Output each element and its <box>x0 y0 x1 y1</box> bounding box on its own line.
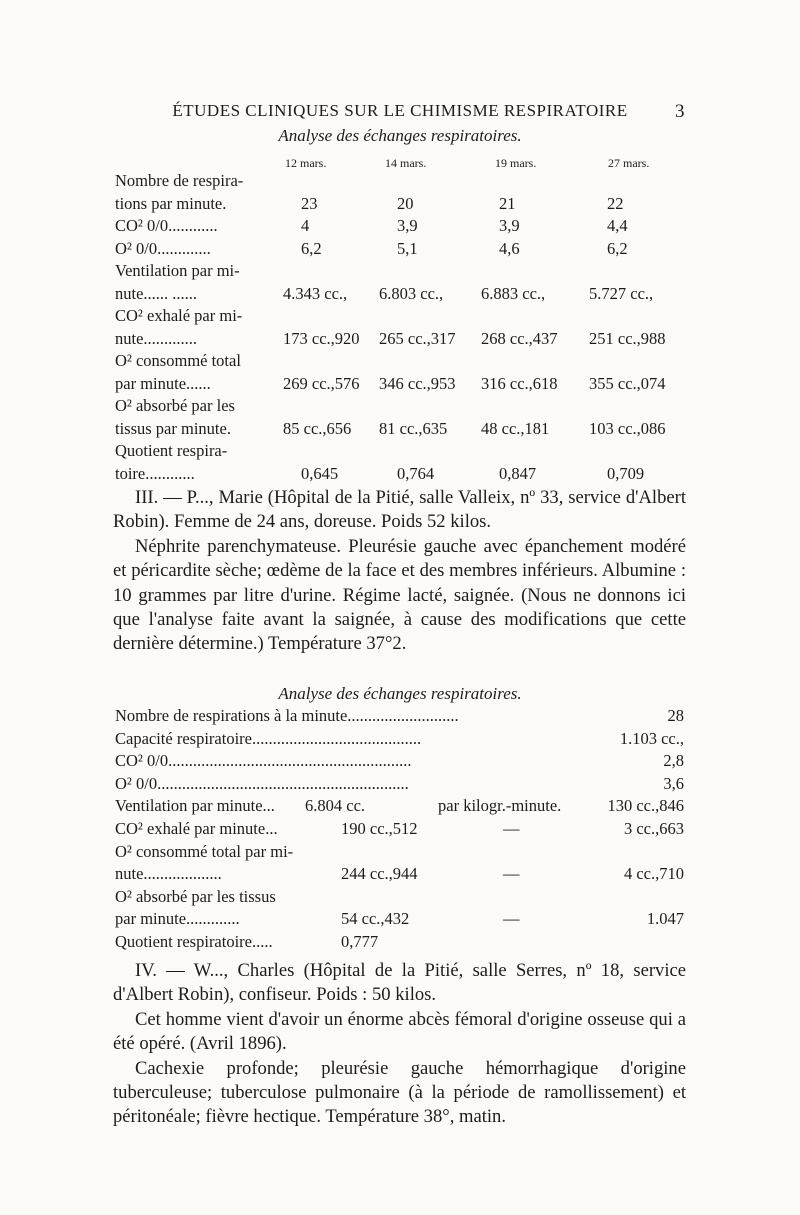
case3-text <box>113 486 686 657</box>
row-label: Ventilation par mi- <box>115 261 240 280</box>
date-col-2: 14 mars. <box>385 156 427 170</box>
cell-value: 103 cc.,086 <box>589 418 666 438</box>
row-label: nute................... <box>115 864 222 884</box>
cell-value: — <box>503 909 520 929</box>
cell-value: par kilogr.-minute. <box>438 796 562 816</box>
cell-value: 355 cc.,074 <box>589 373 666 393</box>
table1-caption: Analyse des échanges respiratoires. <box>278 126 522 145</box>
cell-value: 48 cc.,181 <box>481 418 550 438</box>
table1-row <box>115 418 690 441</box>
table2-row <box>115 773 690 796</box>
case4-description: Cachexie profonde; pleurésie gauche hémorrhagique d'origine tuberculeuse; tuberculose pulmonaire (à la période de ramollissement) et péritonéale; fièvre hectique. Température 38°, matin. <box>113 1057 686 1128</box>
cell-value: 265 cc.,317 <box>379 328 456 348</box>
cell-value: 316 cc.,618 <box>481 373 558 393</box>
row-label: toire............ <box>115 463 195 483</box>
cell-value: 1.047 <box>646 909 684 929</box>
cell-value: 244 cc.,944 <box>341 864 418 884</box>
table2-row <box>115 841 690 864</box>
row-label: par minute...... <box>115 373 211 393</box>
cell-value: 4 cc.,710 <box>623 864 684 884</box>
date-col-1: 12 mars. <box>285 156 327 170</box>
cell-value: 0,764 <box>397 463 435 483</box>
cell-value: 22 <box>607 193 624 213</box>
cell-value: 6.803 cc., <box>379 283 444 303</box>
table2-body <box>115 705 690 954</box>
row-label: nute............. <box>115 328 198 348</box>
table2-row <box>115 931 690 954</box>
table1-row <box>115 395 690 418</box>
cell-value: 21 <box>499 193 516 213</box>
table1-row <box>115 463 690 486</box>
table2-row <box>115 705 690 728</box>
row-label: O² consommé total par mi- <box>115 841 294 861</box>
table2-row <box>115 795 690 818</box>
row-label: tissus par minute. <box>115 418 231 438</box>
cell-value: 6,2 <box>607 238 628 258</box>
row-label: tions par minute. <box>115 193 227 213</box>
case4-intro: IV. — W..., Charles (Hôpital de la Pitié, salle Serres, nº 18, service d'Albert Robin), confiseur. Poids : 50 kilos. <box>113 960 686 1006</box>
cell-value: 6.804 cc. <box>305 796 366 816</box>
table1-row <box>115 350 690 373</box>
table1-row <box>115 215 690 238</box>
cell-value: 190 cc.,512 <box>341 818 418 838</box>
cell-value: 0,709 <box>607 463 645 483</box>
table2-row <box>115 818 690 841</box>
table1-row <box>115 373 690 396</box>
table1-row <box>115 305 690 328</box>
table1-row <box>115 283 690 306</box>
row-label: CO² 0/0............ <box>115 216 218 235</box>
row-label: Nombre de respira- <box>115 171 244 190</box>
row-label: O² 0/0............. <box>115 238 211 258</box>
table1-row <box>115 328 690 351</box>
row-label: O² absorbé par les tissus <box>115 886 276 906</box>
table1-row <box>115 238 690 261</box>
table2-row <box>115 750 690 773</box>
table1-row <box>115 440 690 463</box>
cell-value: 85 cc.,656 <box>283 418 352 438</box>
cell-value: 173 cc.,920 <box>283 328 360 348</box>
cell-value: 3,6 <box>663 773 684 793</box>
row-label: nute...... ...... <box>115 283 198 303</box>
cell-value: 346 cc.,953 <box>379 373 456 393</box>
cell-value: 0,847 <box>499 463 537 483</box>
table2-row <box>115 908 690 931</box>
cell-value: 4 <box>301 216 310 235</box>
cell-value: 4,4 <box>607 216 628 235</box>
cell-value: 6.883 cc., <box>481 283 546 303</box>
row-label: par minute............. <box>115 909 240 929</box>
row-label: CO² exhalé par mi- <box>115 306 243 325</box>
row-label: O² 0/0............................................................. <box>115 773 409 793</box>
table2-row <box>115 728 690 751</box>
row-label: Capacité respiratoire......................................... <box>115 728 422 748</box>
cell-value: 81 cc.,635 <box>379 418 448 438</box>
cell-value: 130 cc.,846 <box>607 796 684 816</box>
cell-value: 1.103 cc., <box>619 728 684 748</box>
table1-row <box>115 170 690 193</box>
row-label: Nombre de respirations à la minute........................... <box>115 706 459 725</box>
row-label: Ventilation par minute... <box>115 796 275 816</box>
row-label: CO² 0/0........................................................... <box>115 751 412 771</box>
table1-body <box>115 170 690 485</box>
row-label: O² absorbé par les <box>115 396 235 415</box>
cell-value: 3 cc.,663 <box>623 818 684 838</box>
date-col-4: 27 mars. <box>608 156 650 170</box>
cell-value: 4.343 cc., <box>283 283 348 303</box>
row-label: Quotient respira- <box>115 441 228 460</box>
table1-row <box>115 193 690 216</box>
header-title: ÉTUDES CLINIQUES SUR LE CHIMISME RESPIRATOIRE <box>172 101 628 120</box>
cell-value: 3,9 <box>397 216 418 235</box>
running-header <box>115 101 685 121</box>
cell-value: 23 <box>301 193 318 213</box>
cell-value: 5,1 <box>397 238 418 258</box>
table2-row <box>115 886 690 909</box>
cell-value: 20 <box>397 193 414 213</box>
cell-value: 5.727 cc., <box>589 283 654 303</box>
row-label: CO² exhalé par minute... <box>115 818 278 838</box>
case4-operation: Cet homme vient d'avoir un énorme abcès fémoral d'origine osseuse qui a été opéré. (Avril 1896). <box>113 1008 686 1055</box>
case3-intro: III. — P..., Marie (Hôpital de la Pitié, salle Valleix, nº 33, service d'Albert Robin). Femme de 24 ans, doreuse. Poids 52 kilos. <box>113 487 686 533</box>
cell-value: 3,9 <box>499 216 520 235</box>
cell-value: 4,6 <box>499 238 520 258</box>
cell-value: 28 <box>667 706 684 725</box>
date-col-3: 19 mars. <box>495 156 537 170</box>
row-label: Quotient respiratoire..... <box>115 931 273 951</box>
cell-value: 0,645 <box>301 463 339 483</box>
case3-description: Néphrite parenchymateuse. Pleurésie gauche avec épanchement modéré et péricardite sèche; œdème de la face et des membres inférieurs. Albumine : 10 grammes par litre d'urine. Régime lacté, saignée. (Nous ne donnons ici que l'analyse faite avant la saignée, à cause des modifications que cette dernière détermine.) Température 37°2. <box>113 535 686 655</box>
row-label: O² consommé total <box>115 351 241 370</box>
cell-value: 269 cc.,576 <box>283 373 360 393</box>
cell-value: 251 cc.,988 <box>589 328 666 348</box>
cell-value: 6,2 <box>301 238 322 258</box>
page-number: 3 <box>675 101 685 122</box>
cell-value: — <box>503 864 520 884</box>
case4-text <box>113 959 686 1130</box>
cell-value: 2,8 <box>663 751 684 771</box>
cell-value: 0,777 <box>341 931 379 951</box>
table2-row <box>115 863 690 886</box>
table2-caption: Analyse des échanges respiratoires. <box>278 684 522 703</box>
cell-value: 54 cc.,432 <box>341 909 410 929</box>
table1-row <box>115 260 690 283</box>
cell-value: 268 cc.,437 <box>481 328 558 348</box>
cell-value: — <box>503 818 520 838</box>
